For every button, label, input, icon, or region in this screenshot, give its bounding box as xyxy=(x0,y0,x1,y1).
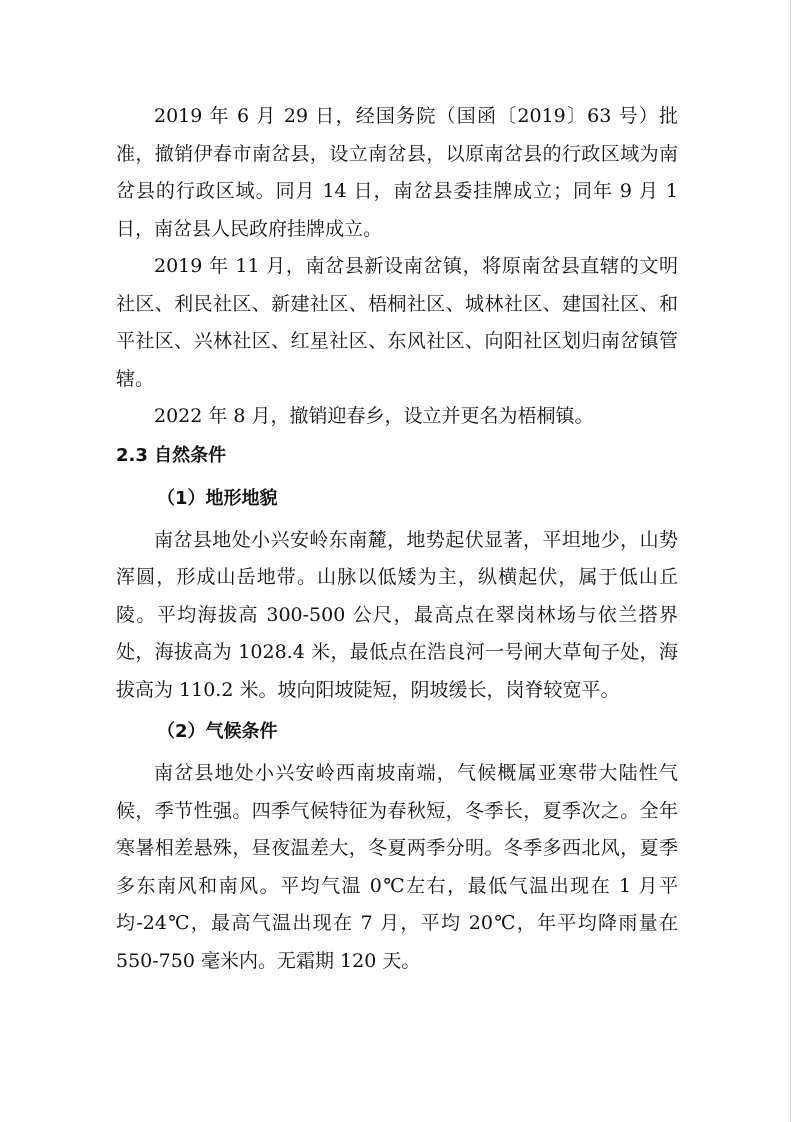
subheading-climate: （2）气候条件 xyxy=(157,721,278,742)
document-body xyxy=(116,98,678,980)
section-heading-natural-conditions: 2.3 自然条件 xyxy=(116,444,227,466)
climate-paragraph: 南岔县地处小兴安岭西南坡南端，气候概属亚寒带大陆性气候，季节性强。四季气候特征为春秋短，冬季长，夏季次之。全年寒暑相差悬殊，昼夜温差大，冬夏两季分明。冬季多西北风，夏季多东南风和南风。平均气温 0℃左右，最低气温出现在 1 月平均-24℃，最高气温出现在 7 月，平均 20℃，年平均降雨量在 550-750 毫米内。无霜期 120 天。 xyxy=(116,762,678,972)
page-edge-divider xyxy=(790,0,791,1122)
history-paragraph-2: 2019 年 11 月，南岔县新设南岔镇，将原南岔县直辖的文明社区、利民社区、新建社区、梧桐社区、城林社区、建国社区、和平社区、兴林社区、红星社区、东风社区、向阳社区划归南岔镇管辖。 xyxy=(116,255,678,390)
terrain-paragraph: 南岔县地处小兴安岭东南麓，地势起伏显著，平坦地少，山势浑圆，形成山岳地带。山脉以低矮为主，纵横起伏，属于低山丘陵。平均海拔高 300-500 公尺，最高点在翠岗林场与依兰搭界处，海拔高为 1028.4 米，最低点在浩良河一号闸大草甸子处，海拔高为 110.2 米。坡向阳坡陡短，阴坡缓长，岗脊较宽平。 xyxy=(116,528,678,701)
subheading-terrain: （1）地形地貌 xyxy=(157,487,278,509)
history-paragraph-3: 2022 年 8 月，撤销迎春乡，设立并更名为梧桐镇。 xyxy=(154,405,594,427)
history-paragraph-1: 2019 年 6 月 29 日，经国务院（国函〔2019〕63 号）批准，撤销伊春市南岔县，设立南岔县，以原南岔县的行政区域为南岔县的行政区域。同月 14 日，南岔县委挂牌成立；同年 9 月 1 日，南岔县人民政府挂牌成立。 xyxy=(116,105,678,240)
